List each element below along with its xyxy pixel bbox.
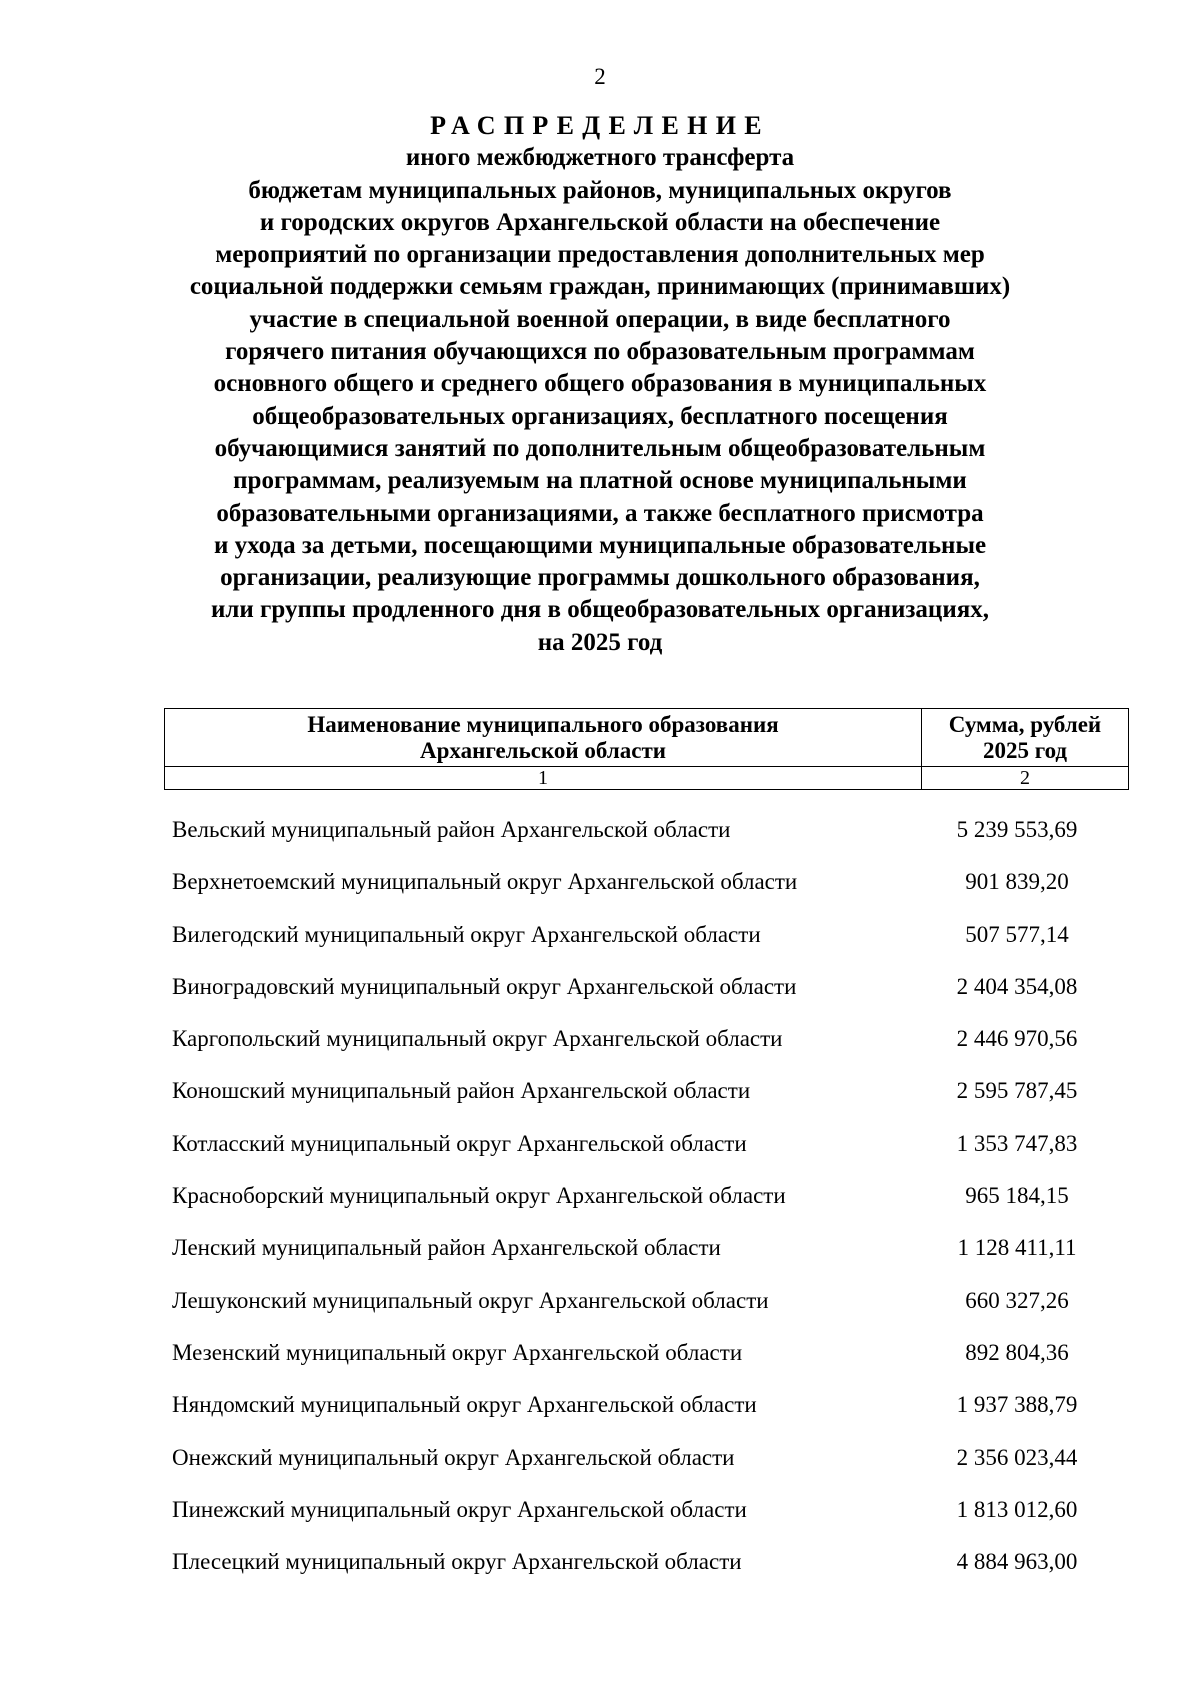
amount: 965 184,15 [965,1183,1069,1209]
heading-line: на 2025 год [537,628,663,656]
page-number: 2 [594,64,606,89]
municipality-name: Вельский муниципальный район Архангельской области [172,817,731,842]
municipality-name: Красноборский муниципальный округ Архангельской области [172,1183,786,1209]
table-row [172,1536,1092,1588]
table-row [172,1327,1092,1379]
amount: 2 446 970,56 [956,1026,1078,1052]
column-header-amount-line1: Сумма, рублей [948,711,1102,737]
municipality-name: Мезенский муниципальный округ Архангельской области [172,1339,743,1365]
municipality-name: Каргопольский муниципальный округ Архангельской области [172,1026,783,1052]
table-row [172,1379,1092,1431]
amount: 1 813 012,60 [956,1496,1078,1522]
table-row [172,804,1092,856]
column-header-amount-line2: 2025 год [982,737,1068,763]
heading-line: и городских округов Архангельской области на обеспечение [259,208,941,236]
table-row [172,1170,1092,1222]
column-number-2: 2 [922,767,1129,790]
heading-line: участие в специальной военной операции, в виде бесплатного [249,305,951,333]
column-number-1: 1 [165,767,922,790]
table-row [172,1432,1092,1484]
heading-line: образовательными организациями, а также бесплатного присмотра [216,499,984,527]
amount: 2 404 354,08 [956,973,1078,999]
amount: 2 595 787,45 [956,1078,1078,1104]
heading-line: основного общего и среднего общего образования в муниципальных [213,370,987,398]
municipality-name: Вилегодский муниципальный округ Архангельской области [172,921,761,947]
heading-line: и ухода за детьми, посещающими муниципальные образовательные [213,531,987,559]
heading-line: программам, реализуемым на платной основе муниципальными [233,467,967,495]
column-header-name [165,709,922,767]
table-row [172,1484,1092,1536]
table-row [172,1222,1092,1274]
heading-line: социальной поддержки семьям граждан, принимающих (принимавших) [189,273,1011,301]
heading-line: иного межбюджетного трансферта [405,144,795,172]
table-header [164,708,1129,790]
municipality-name: Виноградовский муниципальный округ Архангельской области [172,973,797,999]
heading-line: или группы продленного дня в общеобразовательных организациях, [210,596,990,624]
municipality-name: Ленский муниципальный район Архангельской области [172,1235,721,1261]
amount: 5 239 553,69 [956,817,1078,842]
column-header-amount [922,709,1129,767]
municipality-name: Няндомский муниципальный округ Архангельской области [172,1392,757,1418]
amount: 1 353 747,83 [956,1130,1078,1156]
table-body [172,804,1092,1588]
amount: 1 937 388,79 [956,1392,1078,1418]
amount: 901 839,20 [965,869,1069,895]
amount: 660 327,26 [965,1287,1069,1313]
document-heading [0,110,1200,659]
amount: 2 356 023,44 [956,1444,1078,1470]
table-row [172,961,1092,1013]
table-row [172,1013,1092,1065]
heading-line: горячего питания обучающихся по образовательным программам [225,338,975,366]
municipality-name: Пинежский муниципальный округ Архангельской области [172,1496,747,1522]
column-header-name-line2: Архангельской области [419,737,666,763]
heading-line: организации, реализующие программы дошкольного образования, [220,564,980,592]
table-row [172,909,1092,961]
municipality-name: Верхнетоемский муниципальный округ Архангельской области [172,869,798,895]
table-row [172,1118,1092,1170]
column-header-name-line1: Наименование муниципального образования [307,711,779,737]
amount: 1 128 411,11 [957,1235,1077,1261]
amount: 4 884 963,00 [956,1549,1078,1575]
amount: 507 577,14 [965,921,1069,947]
document-title: РАСПРЕДЕЛЕНИЕ [430,111,770,140]
heading-line: бюджетам муниципальных районов, муниципальных округов [248,176,952,204]
table-row [172,1275,1092,1327]
heading-line: общеобразовательных организациях, бесплатного посещения [252,402,948,430]
table-row [172,856,1092,908]
heading-line: обучающимися занятий по дополнительным общеобразовательным [214,434,986,462]
heading-line: мероприятий по организации предоставления дополнительных мер [215,241,985,269]
municipality-name: Котласский муниципальный округ Архангельской области [172,1130,747,1156]
municipality-name: Лешуконский муниципальный округ Архангельской области [172,1287,769,1313]
municipality-name: Коношский муниципальный район Архангельской области [172,1078,751,1104]
municipality-name: Онежский муниципальный округ Архангельской области [172,1444,735,1470]
amount: 892 804,36 [965,1339,1069,1365]
table-row [172,1065,1092,1117]
municipality-name: Плесецкий муниципальный округ Архангельской области [172,1549,742,1575]
